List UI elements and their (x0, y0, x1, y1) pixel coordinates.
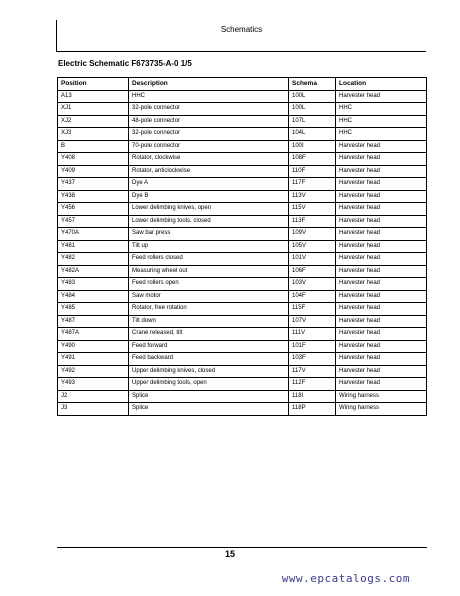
header-title: Schematics (220, 25, 263, 34)
cell-position: Y409 (58, 165, 129, 178)
cell-schema: 110F (289, 165, 336, 178)
cell-schema: 118I (289, 390, 336, 403)
cell-location: Harvester head (336, 190, 427, 203)
cell-description: Tilt down (129, 315, 289, 328)
cell-position: Y493 (58, 378, 129, 391)
cell-schema: 113V (289, 190, 336, 203)
cell-description: Rotator, free rotation (129, 303, 289, 316)
cell-location: Harvester head (336, 165, 427, 178)
footer-divider (57, 547, 427, 548)
cell-description: Dye B (129, 190, 289, 203)
cell-location: Harvester head (336, 290, 427, 303)
cell-position: J2 (58, 390, 129, 403)
cell-position: B (58, 140, 129, 153)
table-row (58, 365, 427, 378)
table-row (58, 290, 427, 303)
cell-schema: 109V (289, 228, 336, 241)
cell-position: Y457 (58, 215, 129, 228)
cell-location: Harvester head (336, 365, 427, 378)
cell-position: Y483 (58, 278, 129, 291)
cell-location: Harvester head (336, 140, 427, 153)
cell-location: Harvester head (336, 278, 427, 291)
cell-schema: 108F (289, 153, 336, 166)
cell-description: Measuring wheel out (129, 265, 289, 278)
cell-location: Harvester head (336, 203, 427, 216)
cell-schema: 100L (289, 90, 336, 103)
table-row (58, 403, 427, 416)
table-row (58, 203, 427, 216)
cell-position: Y408 (58, 153, 129, 166)
cell-position: Y485 (58, 303, 129, 316)
cell-schema: 103V (289, 278, 336, 291)
column-header-location: Location (336, 78, 427, 91)
cell-schema: 107L (289, 115, 336, 128)
table-row (58, 128, 427, 141)
section-title: Electric Schematic F673735-A-0 1/5 (58, 59, 192, 68)
table-header-row (58, 78, 427, 91)
cell-position: XJ1 (58, 103, 129, 116)
cell-schema: 100I (289, 140, 336, 153)
cell-location: Wiring harness (336, 403, 427, 416)
cell-location: Harvester head (336, 90, 427, 103)
schematic-table (57, 77, 427, 416)
cell-description: HHC (129, 90, 289, 103)
cell-position: XJ3 (58, 128, 129, 141)
table-row (58, 240, 427, 253)
table-row (58, 215, 427, 228)
table-row (58, 353, 427, 366)
table-row (58, 328, 427, 341)
table-row (58, 153, 427, 166)
cell-location: HHC (336, 128, 427, 141)
table-row (58, 303, 427, 316)
cell-description: 48-pole connector (129, 115, 289, 128)
table-row (58, 390, 427, 403)
cell-description: 32-pole connector (129, 103, 289, 116)
table-row (58, 103, 427, 116)
cell-description: Feed rollers open (129, 278, 289, 291)
cell-schema: 106F (289, 265, 336, 278)
cell-schema: 103F (289, 353, 336, 366)
cell-description: Saw bar press (129, 228, 289, 241)
cell-description: Saw motor (129, 290, 289, 303)
cell-location: HHC (336, 103, 427, 116)
cell-schema: 115F (289, 303, 336, 316)
table-row (58, 228, 427, 241)
table-row (58, 115, 427, 128)
cell-position: Y481 (58, 240, 129, 253)
cell-description: Splice (129, 390, 289, 403)
table-row (58, 340, 427, 353)
cell-location: Harvester head (336, 178, 427, 191)
cell-schema: 100L (289, 103, 336, 116)
cell-description: Upper delimbing knives, closed (129, 365, 289, 378)
cell-position: Y438 (58, 190, 129, 203)
table-row (58, 190, 427, 203)
cell-location: Harvester head (336, 240, 427, 253)
cell-schema: 117V (289, 365, 336, 378)
table-row (58, 165, 427, 178)
cell-location: Harvester head (336, 153, 427, 166)
column-header-description: Description (129, 78, 289, 91)
cell-position: Y437 (58, 178, 129, 191)
cell-schema: 101V (289, 253, 336, 266)
cell-position: Y487A (58, 328, 129, 341)
cell-schema: 104F (289, 290, 336, 303)
cell-location: Harvester head (336, 228, 427, 241)
cell-description: Lower delimbing tools, closed (129, 215, 289, 228)
column-header-position: Position (58, 78, 129, 91)
cell-schema: 104L (289, 128, 336, 141)
cell-description: Lower delimbing knives, open (129, 203, 289, 216)
cell-location: Harvester head (336, 315, 427, 328)
cell-position: Y492 (58, 365, 129, 378)
table-body (58, 90, 427, 415)
cell-schema: 105V (289, 240, 336, 253)
cell-location: Harvester head (336, 378, 427, 391)
cell-position: Y470A (58, 228, 129, 241)
cell-description: Rotator, anticlockwise (129, 165, 289, 178)
cell-schema: 111V (289, 328, 336, 341)
cell-description: Feed backward (129, 353, 289, 366)
page-header (56, 20, 426, 52)
cell-description: Feed forward (129, 340, 289, 353)
cell-position: Y491 (58, 353, 129, 366)
cell-description: Upper delimbing tools, open (129, 378, 289, 391)
cell-location: Harvester head (336, 265, 427, 278)
cell-position: Y456 (58, 203, 129, 216)
cell-schema: 107V (289, 315, 336, 328)
cell-location: Harvester head (336, 253, 427, 266)
cell-schema: 115V (289, 203, 336, 216)
watermark: www.epcatalogs.com (281, 572, 410, 585)
table-row (58, 140, 427, 153)
cell-location: Wiring harness (336, 390, 427, 403)
table-row (58, 253, 427, 266)
table-row (58, 278, 427, 291)
table-row (58, 315, 427, 328)
cell-description: 32-pole connector (129, 128, 289, 141)
cell-position: A13 (58, 90, 129, 103)
cell-description: Splice (129, 403, 289, 416)
cell-schema: 118P (289, 403, 336, 416)
cell-schema: 101F (289, 340, 336, 353)
table-row (58, 90, 427, 103)
cell-position: Y482A (58, 265, 129, 278)
page-number: 15 (224, 549, 235, 559)
cell-location: Harvester head (336, 328, 427, 341)
table-row (58, 378, 427, 391)
cell-location: Harvester head (336, 215, 427, 228)
cell-schema: 112F (289, 378, 336, 391)
cell-location: HHC (336, 115, 427, 128)
cell-position: Y482 (58, 253, 129, 266)
cell-location: Harvester head (336, 303, 427, 316)
table-row (58, 178, 427, 191)
cell-position: Y487 (58, 315, 129, 328)
cell-description: 70-pole connector (129, 140, 289, 153)
cell-schema: 117F (289, 178, 336, 191)
cell-description: Dye A (129, 178, 289, 191)
table-row (58, 265, 427, 278)
cell-description: Tilt up (129, 240, 289, 253)
cell-position: XJ2 (58, 115, 129, 128)
cell-position: Y484 (58, 290, 129, 303)
column-header-schema: Schema (289, 78, 336, 91)
cell-description: Crane released, tilt (129, 328, 289, 341)
cell-position: Y490 (58, 340, 129, 353)
cell-location: Harvester head (336, 353, 427, 366)
cell-schema: 113F (289, 215, 336, 228)
cell-description: Feed rollers closed (129, 253, 289, 266)
cell-position: J3 (58, 403, 129, 416)
cell-description: Rotator, clockwise (129, 153, 289, 166)
cell-location: Harvester head (336, 340, 427, 353)
